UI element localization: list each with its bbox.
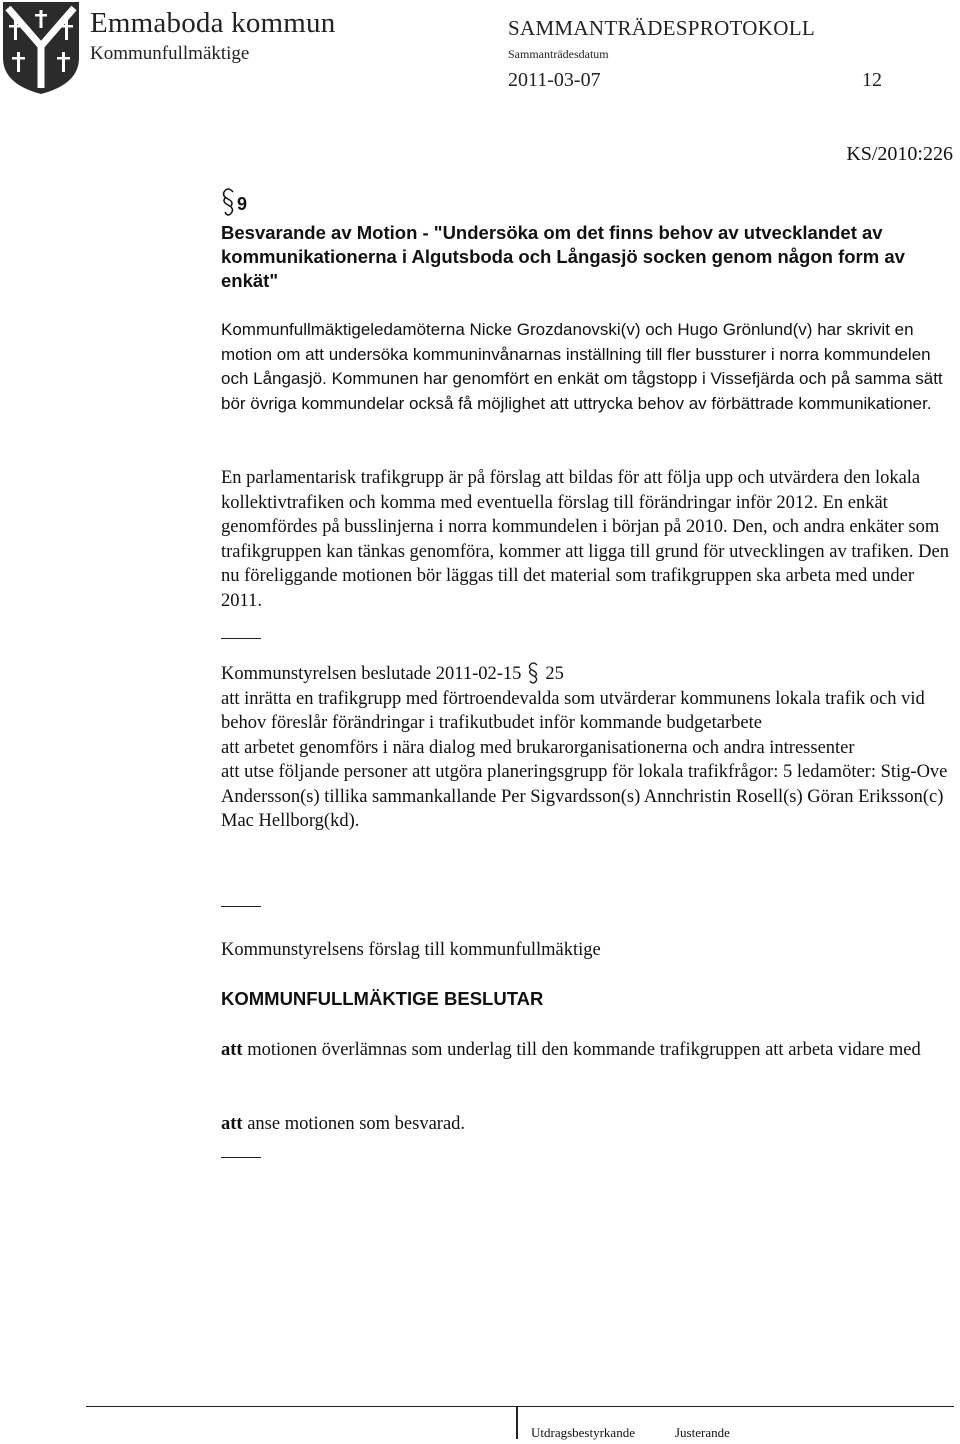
ks-decision-item: att inrätta en trafikgrupp med förtroendevalda som utvärderar kommunens lokala trafik och vid behov föreslår förändringar i trafikutbudet inför kommande budgetarbete xyxy=(221,688,925,733)
motion-summary-paragraph: Kommunfullmäktigeledamöterna Nicke Grozdanovski(v) och Hugo Grönlund(v) har skrivit en motion om att undersöka kommuninvånarnas inställning till fler bussturer i norra kommundelen och Långasjö. Kommunen har genomfört en enkät om tågstopp i Vissefjärda och på samma sätt bör övriga kommundelar också få möjlighet att uttrycka behov av förbättrade kommunikationer. xyxy=(221,320,943,413)
meeting-date: 2011-03-07 xyxy=(508,69,601,91)
section-number: 9 xyxy=(237,194,248,214)
adjuster-label: Justerande xyxy=(675,1425,730,1440)
document-type: SAMMANTRÄDESPROTOKOLL xyxy=(508,16,815,40)
footer-divider xyxy=(516,1406,518,1439)
certification-label: Utdragsbestyrkande xyxy=(531,1425,635,1440)
ks-decision-block xyxy=(221,662,951,834)
att-keyword: att xyxy=(221,1040,243,1060)
ks-proposal-heading: Kommunstyrelsens förslag till kommunfullmäktige xyxy=(221,940,601,960)
separator-rule xyxy=(221,1157,261,1158)
case-number: KS/2010:226 xyxy=(846,143,953,165)
section-sign-icon xyxy=(527,662,539,684)
section-sign-icon xyxy=(221,188,235,216)
organization-name: Emmaboda kommun xyxy=(90,7,336,39)
att-keyword: att xyxy=(221,1114,243,1134)
organization-body: Kommunfullmäktige xyxy=(90,43,250,64)
meeting-date-label: Sammanträdesdatum xyxy=(508,47,609,61)
ks-decision-item: att arbetet genomförs i nära dialog med brukarorganisationerna och andra intressenter xyxy=(221,737,855,758)
separator-rule xyxy=(221,906,261,907)
footer-line xyxy=(86,1406,954,1407)
motion-title: Besvarande av Motion - "Undersöka om det finns behov av utvecklandet av kommunikationerna i Algutsboda och Långasjö socken genom någon form av enkät" xyxy=(221,222,905,291)
kf-decision-heading: KOMMUNFULLMÄKTIGE BESLUTAR xyxy=(221,988,544,1009)
ks-decision-intro: Kommunstyrelsen beslutade 2011-02-15 25 xyxy=(221,664,564,684)
coat-of-arms-icon xyxy=(0,0,82,96)
traffic-group-paragraph: En parlamentarisk trafikgrupp är på förslag att bildas för att följa upp och utvärdera den lokala kollektivtrafiken och komma med eventuella förslag till förändringar inför 2012. En enkät genomfördes på busslinjerna i norra kommundelen i början på 2010. Den, och andra enkäter som trafikgruppen kan tänkas genomföra, kommer att ligga till grund för utvecklingen av trafiken. Den nu föreliggande motionen bör läggas till det material som trafikgruppen ska arbeta med under 2011. xyxy=(221,468,949,611)
ks-decision-item: att utse följande personer att utgöra planeringsgrupp för lokala trafikfrågor: 5 ledamöter: Stig-Ove Andersson(s) tillika sammankallande Per Sigvardsson(s) Annchristin Rosell(s) Göran Eriksson(c) Mac Hellborg(kd). xyxy=(221,762,948,831)
separator-rule xyxy=(221,638,261,639)
kf-decision-item: att motionen överlämnas som underlag till den kommande trafikgruppen att arbeta vidare med xyxy=(221,1040,921,1060)
kf-decision-item: att anse motionen som besvarad. xyxy=(221,1114,466,1134)
page-number: 12 xyxy=(862,69,882,91)
